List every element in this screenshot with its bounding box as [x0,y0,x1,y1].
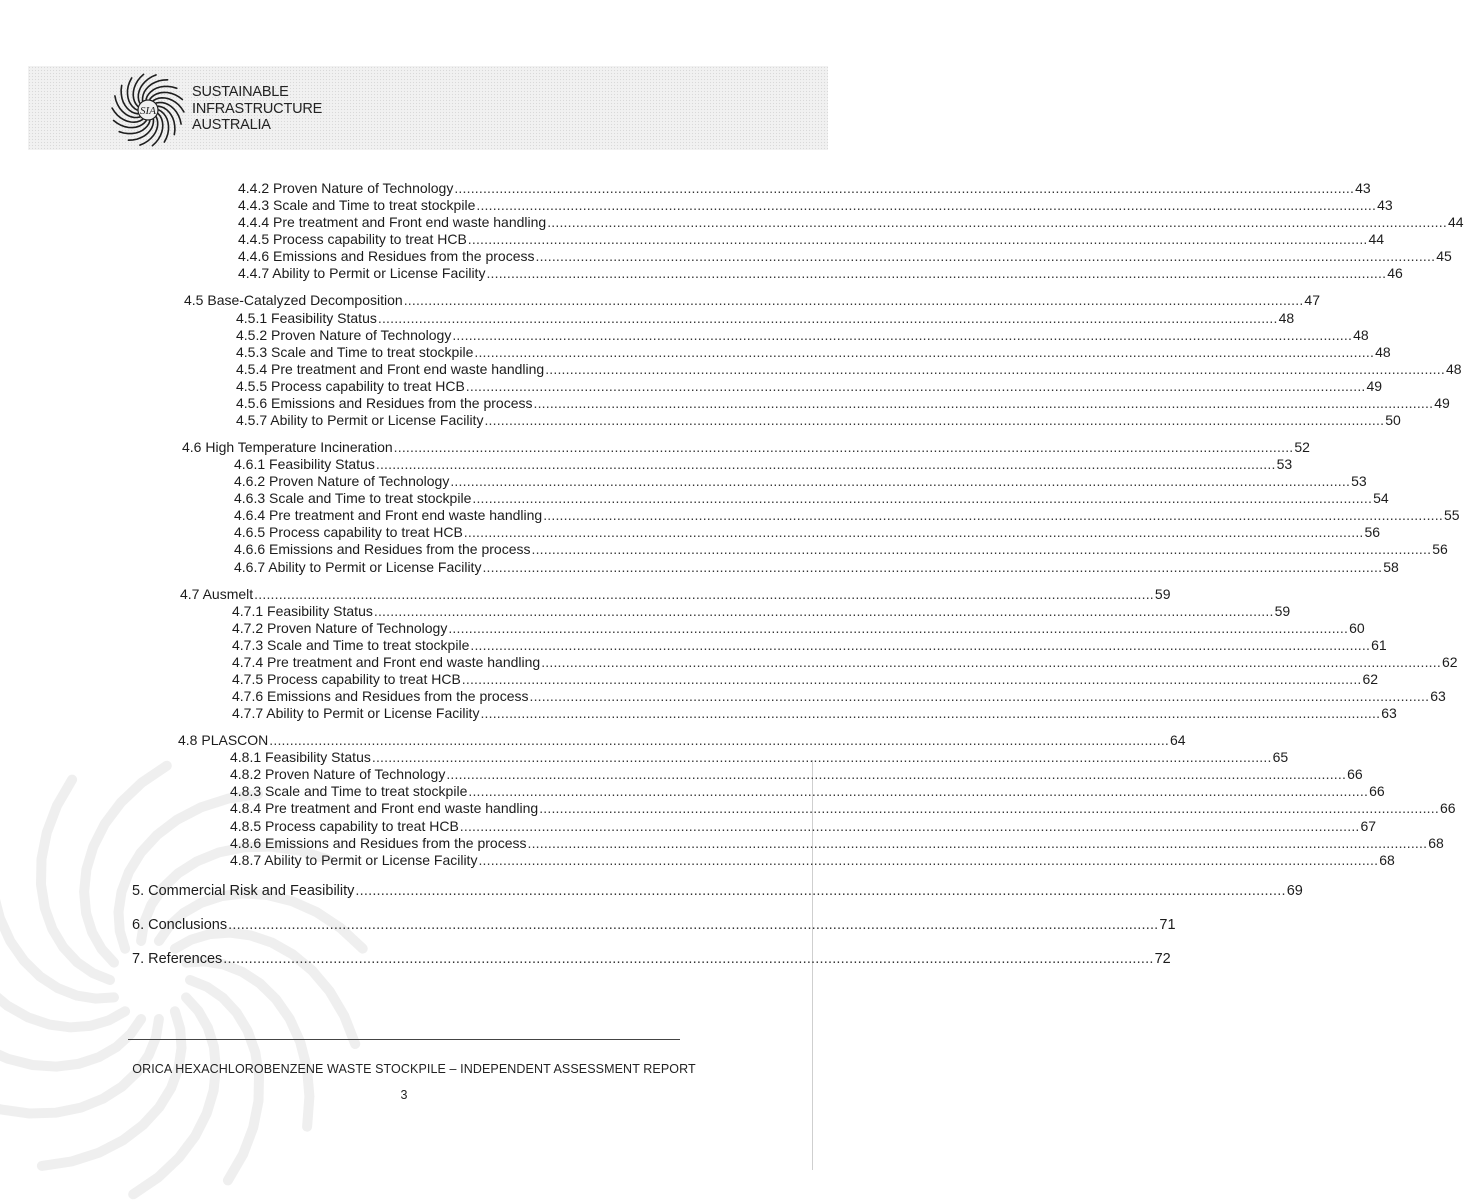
toc-entry-title: Proven Nature of Technology [267,620,448,636]
toc-entry-title: Emissions and Residues from the process [265,835,527,851]
toc-entry-number: 4.6.7 [234,559,266,575]
toc-entry-title: Scale and Time to treat stockpile [273,197,476,213]
toc-entry-label [238,180,453,197]
toc-entry-number: 4.8.5 [230,818,262,834]
toc-entry-label [184,292,403,309]
toc-entry-title: Ability to Permit or License Facility [268,559,482,575]
toc-leader-dots: ............................................................................................................................................................................................................................ [403,292,1304,308]
toc-page-number: 49 [1434,395,1450,411]
toc-page-number: 46 [1387,265,1403,281]
toc-page-number: 66 [1347,766,1363,782]
toc-leader-dots: ............................................................................................................................................................................................................................ [476,197,1377,213]
toc-leader-dots: ............................................................................................................................................................................................................................ [539,800,1439,816]
toc-entry-title: Scale and Time to treat stockpile [271,344,474,360]
toc-entry-number: 4.7.1 [232,603,264,619]
toc-page-number: 64 [1170,732,1186,748]
toc-entry-title: Scale and Time to treat stockpile [269,490,472,506]
toc-entry-number: 4.4.2 [238,180,270,196]
toc-page-number: 48 [1278,310,1295,326]
toc-entry-title: Ability to Permit or License Facility [266,705,480,721]
toc-entry [234,473,1367,490]
toc-entry-number: 4.6.3 [234,490,266,506]
toc-entry [238,197,1393,214]
toc-page-number: 63 [1381,705,1397,721]
toc-entry-label [236,395,532,412]
toc-page-number: 47 [1304,292,1320,308]
toc-entry-title: Feasibility Status [267,603,373,619]
toc-leader-dots: ............................................................................................................................................................................................................................ [543,507,1443,523]
toc-leader-dots: ............................................................................................................................................................................................................................ [547,214,1447,230]
toc-entry-number: 4.5.6 [236,395,268,411]
toc-entry [232,671,1379,688]
toc-entry-number: 4.5.3 [236,344,268,360]
toc-entry-label [236,310,377,327]
toc-leader-dots: ............................................................................................................................................................................................................................ [223,951,1154,967]
toc-leader-dots: ............................................................................................................................................................................................................................ [454,180,1355,196]
toc-entry-title: Pre treatment and Front end waste handling [271,361,545,377]
toc-page-number: 45 [1436,248,1452,264]
toc-entry-label [234,559,481,576]
toc-entry-label [230,749,371,766]
toc-entry-label [232,603,373,620]
toc-entry [238,265,1403,282]
toc-entry [132,951,1171,968]
toc-leader-dots: ............................................................................................................................................................................................................................ [452,327,1353,343]
toc-entry-label [234,524,463,541]
toc-entry-title: Ability to Permit or License Facility [272,265,486,281]
toc-entry [236,310,1295,327]
toc-leader-dots: ............................................................................................................................................................................................................................ [480,705,1381,721]
toc-entry-label [232,688,528,705]
toc-page-number: 66 [1369,783,1385,799]
toc-leader-dots: ............................................................................................................................................................................................................................ [371,749,1272,765]
toc-entry [232,688,1446,705]
toc-entry-number: 4.7.3 [232,637,264,653]
toc-entry-label [232,637,469,654]
toc-page-number: 69 [1286,883,1303,899]
toc-leader-dots: ............................................................................................................................................................................................................................ [467,231,1368,247]
toc-entry-label [236,327,451,344]
toc-entry-number: 4.8.2 [230,766,262,782]
toc-entry-title: Emissions and Residues from the process [267,688,529,704]
toc-entry-label [232,654,540,671]
toc-page-number: 61 [1371,637,1387,653]
toc-page-number: 48 [1445,361,1462,377]
toc-leader-dots: ............................................................................................................................................................................................................................ [228,917,1159,933]
toc-entry-number: 4.7.6 [232,688,264,704]
toc-page-number: 58 [1383,559,1399,575]
toc-entry [236,327,1369,344]
toc-entry [230,852,1395,869]
toc-entry [132,883,1303,900]
toc-entry [236,361,1462,378]
toc-entry-label [236,378,465,395]
toc-page-number: 50 [1385,412,1401,428]
toc-entry-label [132,883,354,900]
toc-entry-title: Scale and Time to treat stockpile [265,783,468,799]
toc-entry-title: Proven Nature of Technology [265,766,446,782]
toc-leader-dots: ............................................................................................................................................................................................................................ [465,378,1366,394]
toc-leader-dots: ............................................................................................................................................................................................................................ [463,524,1364,540]
toc-entry [230,749,1289,766]
toc-entry-number: 5. [132,883,145,899]
toc-entry-label [230,800,538,817]
toc-entry-title: Ability to Permit or License Facility [264,852,478,868]
toc-leader-dots: ............................................................................................................................................................................................................................ [545,361,1445,377]
toc-entry-number: 4.5 [184,292,204,308]
toc-entry-title: Process capability to treat HCB [273,231,467,247]
toc-entry-label [238,214,546,231]
toc-entry-number: 4.7.5 [232,671,264,687]
toc-entry-title: Emissions and Residues from the process [273,248,535,264]
toc-entry-title: Scale and Time to treat stockpile [267,637,470,653]
toc-entry-number: 4.6.5 [234,524,266,540]
toc-entry-number: 4.8 [178,732,198,748]
toc-leader-dots: ............................................................................................................................................................................................................................ [459,818,1360,834]
toc-entry-title: Base-Catalyzed Decomposition [207,292,403,308]
toc-entry-label [238,248,534,265]
footer-rule [128,1039,680,1040]
toc-entry-label [132,917,227,934]
toc-entry [234,524,1381,541]
toc-entry [236,344,1391,361]
toc-page-number: 55 [1443,507,1460,523]
toc-page-number: 44 [1368,231,1385,247]
toc-entry-number: 4.5.7 [236,412,268,428]
toc-entry-label [230,766,445,783]
toc-entry [232,654,1458,671]
toc-entry-number: 4.7.4 [232,654,264,670]
toc-leader-dots: ............................................................................................................................................................................................................................ [484,412,1385,428]
toc-entry-number: 4.6.6 [234,541,266,557]
toc-entry [238,248,1452,265]
toc-page-number: 54 [1373,490,1389,506]
toc-entry-label [230,783,467,800]
toc-entry [230,766,1363,783]
toc-entry-label [178,732,268,749]
logo-lettering: SIA [140,105,156,117]
toc-entry-label [238,197,475,214]
toc-page-number: 53 [1351,473,1367,489]
toc-entry-title: Commercial Risk and Feasibility [148,883,355,899]
toc-entry [232,620,1365,637]
toc-entry [232,705,1397,722]
toc-entry-label [236,412,483,429]
toc-entry-title: Pre treatment and Front end waste handling [267,654,541,670]
toc-entry [234,559,1399,576]
toc-page-number: 60 [1349,620,1365,636]
toc-entry-number: 4.5.1 [236,310,268,326]
org-line-1: SUSTAINABLE [192,84,289,100]
toc-entry-title: Process capability to treat HCB [271,378,465,394]
toc-entry [180,586,1171,603]
toc-leader-dots: ............................................................................................................................................................................................................................ [470,637,1371,653]
toc-leader-dots: ............................................................................................................................................................................................................................ [474,344,1375,360]
toc-page-number: 65 [1272,749,1289,765]
toc-leader-dots: ............................................................................................................................................................................................................................ [393,439,1294,455]
toc-entry [232,637,1387,654]
toc-entry-number: 4.4.5 [238,231,270,247]
toc-entry [238,214,1464,231]
toc-entry-title: High Temperature Incineration [205,439,393,455]
toc-page-number: 68 [1428,835,1444,851]
toc-entry [230,800,1456,817]
toc-entry-title: Proven Nature of Technology [273,180,454,196]
toc-entry-number: 4.8.3 [230,783,262,799]
toc-entry-label [230,818,459,835]
toc-leader-dots: ............................................................................................................................................................................................................................ [541,654,1441,670]
toc-page-number: 48 [1353,327,1369,343]
page-number: 3 [400,1088,408,1102]
toc-entry [234,490,1389,507]
toc-entry-label [236,344,473,361]
toc-entry [234,541,1448,558]
toc-leader-dots: ............................................................................................................................................................................................................................ [254,586,1154,602]
toc-entry [132,917,1176,934]
toc-entry-number: 4.8.4 [230,800,262,816]
toc-entry-title: Proven Nature of Technology [269,473,450,489]
toc-leader-dots: ............................................................................................................................................................................................................................ [527,835,1428,851]
toc-entry-label [132,951,222,968]
toc-entry-number: 4.4.3 [238,197,270,213]
toc-entry [230,818,1377,835]
toc-page-number: 59 [1154,586,1171,602]
toc-entry-number: 6. [132,917,145,933]
toc-entry-label [232,705,479,722]
toc-leader-dots: ............................................................................................................................................................................................................................ [468,783,1369,799]
toc-entry-number: 4.8.6 [230,835,262,851]
toc-page-number: 67 [1360,818,1377,834]
toc-page-number: 66 [1439,800,1456,816]
toc-page-number: 72 [1154,951,1171,967]
toc-entry-number: 4.7.7 [232,705,264,721]
toc-entry-title: Ausmelt [202,586,254,602]
toc-entry-number: 4.5.2 [236,327,268,343]
toc-entry [234,456,1293,473]
toc-entry-number: 4.5.4 [236,361,268,377]
toc-entry-title: Pre treatment and Front end waste handling [265,800,539,816]
toc-entry [236,412,1401,429]
toc-leader-dots: ............................................................................................................................................................................................................................ [486,265,1387,281]
toc-entry-label [232,671,461,688]
toc-entry [238,231,1385,248]
toc-entry-title: Proven Nature of Technology [271,327,452,343]
toc-entry-title: Pre treatment and Front end waste handling [273,214,547,230]
toc-entry-label [180,586,253,603]
toc-entry-title: Feasibility Status [269,456,375,472]
toc-page-number: 62 [1441,654,1458,670]
toc-page-number: 59 [1274,603,1291,619]
toc-page-number: 68 [1379,852,1395,868]
toc-entry [236,378,1383,395]
toc-entry-number: 7. [132,951,145,967]
toc-entry-label [182,439,393,456]
toc-entry [232,603,1291,620]
toc-entry-number: 4.4.6 [238,248,270,264]
toc-entry-label [232,620,447,637]
toc-leader-dots: ............................................................................................................................................................................................................................ [535,248,1436,264]
toc-entry-label [238,265,485,282]
toc-leader-dots: ............................................................................................................................................................................................................................ [450,473,1351,489]
toc-entry-label [234,456,375,473]
toc-entry-title: Process capability to treat HCB [265,818,459,834]
toc-leader-dots: ............................................................................................................................................................................................................................ [461,671,1362,687]
toc-page-number: 48 [1375,344,1391,360]
footer-report-title: ORICA HEXACHLOROBENZENE WASTE STOCKPILE – INDEPENDENT ASSESSMENT REPORT [132,1062,696,1076]
toc-page-number: 43 [1377,197,1393,213]
toc-entry-title: Process capability to treat HCB [267,671,461,687]
toc-leader-dots: ............................................................................................................................................................................................................................ [373,603,1274,619]
toc-entry-title: Emissions and Residues from the process [271,395,533,411]
org-line-3: AUSTRALIA [192,117,271,133]
toc-entry-title: Feasibility Status [265,749,371,765]
toc-leader-dots: ............................................................................................................................................................................................................................ [529,688,1430,704]
toc-entry [184,292,1320,309]
toc-entry-label [238,231,467,248]
toc-entry-label [236,361,544,378]
toc-entry-title: References [148,951,223,967]
toc-entry-title: PLASCON [201,732,269,748]
toc-leader-dots: ............................................................................................................................................................................................................................ [448,620,1349,636]
toc-leader-dots: ............................................................................................................................................................................................................................ [377,310,1278,326]
toc-entry-number: 4.8.1 [230,749,262,765]
toc-entry-title: Emissions and Residues from the process [269,541,531,557]
toc-entry [236,395,1450,412]
toc-page-number: 44 [1447,214,1464,230]
toc-page-number: 56 [1364,524,1381,540]
toc-entry [230,835,1444,852]
toc-entry [230,783,1385,800]
toc-entry-label [234,490,471,507]
toc-page-number: 53 [1276,456,1293,472]
toc-leader-dots: ............................................................................................................................................................................................................................ [355,883,1286,899]
toc-entry-label [234,473,449,490]
toc-leader-dots: ............................................................................................................................................................................................................................ [269,732,1170,748]
toc-entry-number: 4.4.7 [238,265,270,281]
toc-entry-title: Conclusions [148,917,228,933]
toc-entry [178,732,1186,749]
toc-page-number: 63 [1430,688,1446,704]
toc-entry-number: 4.6.1 [234,456,266,472]
toc-entry-number: 4.6.4 [234,507,266,523]
toc-entry-label [234,507,542,524]
toc-page-number: 49 [1366,378,1383,394]
toc-entry-title: Ability to Permit or License Facility [270,412,484,428]
toc-entry-number: 4.7.2 [232,620,264,636]
toc-page-number: 56 [1432,541,1448,557]
toc-leader-dots: ............................................................................................................................................................................................................................ [531,541,1432,557]
toc-entry-title: Pre treatment and Front end waste handling [269,507,543,523]
toc-entry-number: 4.4.4 [238,214,270,230]
toc-entry-number: 4.6.2 [234,473,266,489]
toc-entry-number: 4.7 [180,586,200,602]
toc-entry-label [234,541,530,558]
toc-page-number: 62 [1362,671,1379,687]
toc-entry-number: 4.8.7 [230,852,262,868]
org-line-2: INFRASTRUCTURE [192,100,323,117]
toc-entry-title: Feasibility Status [271,310,377,326]
toc-leader-dots: ............................................................................................................................................................................................................................ [533,395,1434,411]
toc-entry [182,439,1310,456]
toc-page-number: 71 [1159,917,1176,933]
toc-entry-title: Process capability to treat HCB [269,524,463,540]
toc-entry-label [230,852,477,869]
toc-page-number: 43 [1355,180,1371,196]
toc-leader-dots: ............................................................................................................................................................................................................................ [482,559,1383,575]
toc-entry-number: 4.5.5 [236,378,268,394]
toc-leader-dots: ............................................................................................................................................................................................................................ [472,490,1373,506]
toc-entry [234,507,1460,524]
toc-leader-dots: ............................................................................................................................................................................................................................ [478,852,1379,868]
toc-entry [238,180,1371,197]
toc-leader-dots: ............................................................................................................................................................................................................................ [375,456,1276,472]
toc-entry-label [230,835,526,852]
toc-leader-dots: ............................................................................................................................................................................................................................ [446,766,1347,782]
toc-page-number: 52 [1294,439,1310,455]
toc-entry-number: 4.6 [182,439,202,455]
